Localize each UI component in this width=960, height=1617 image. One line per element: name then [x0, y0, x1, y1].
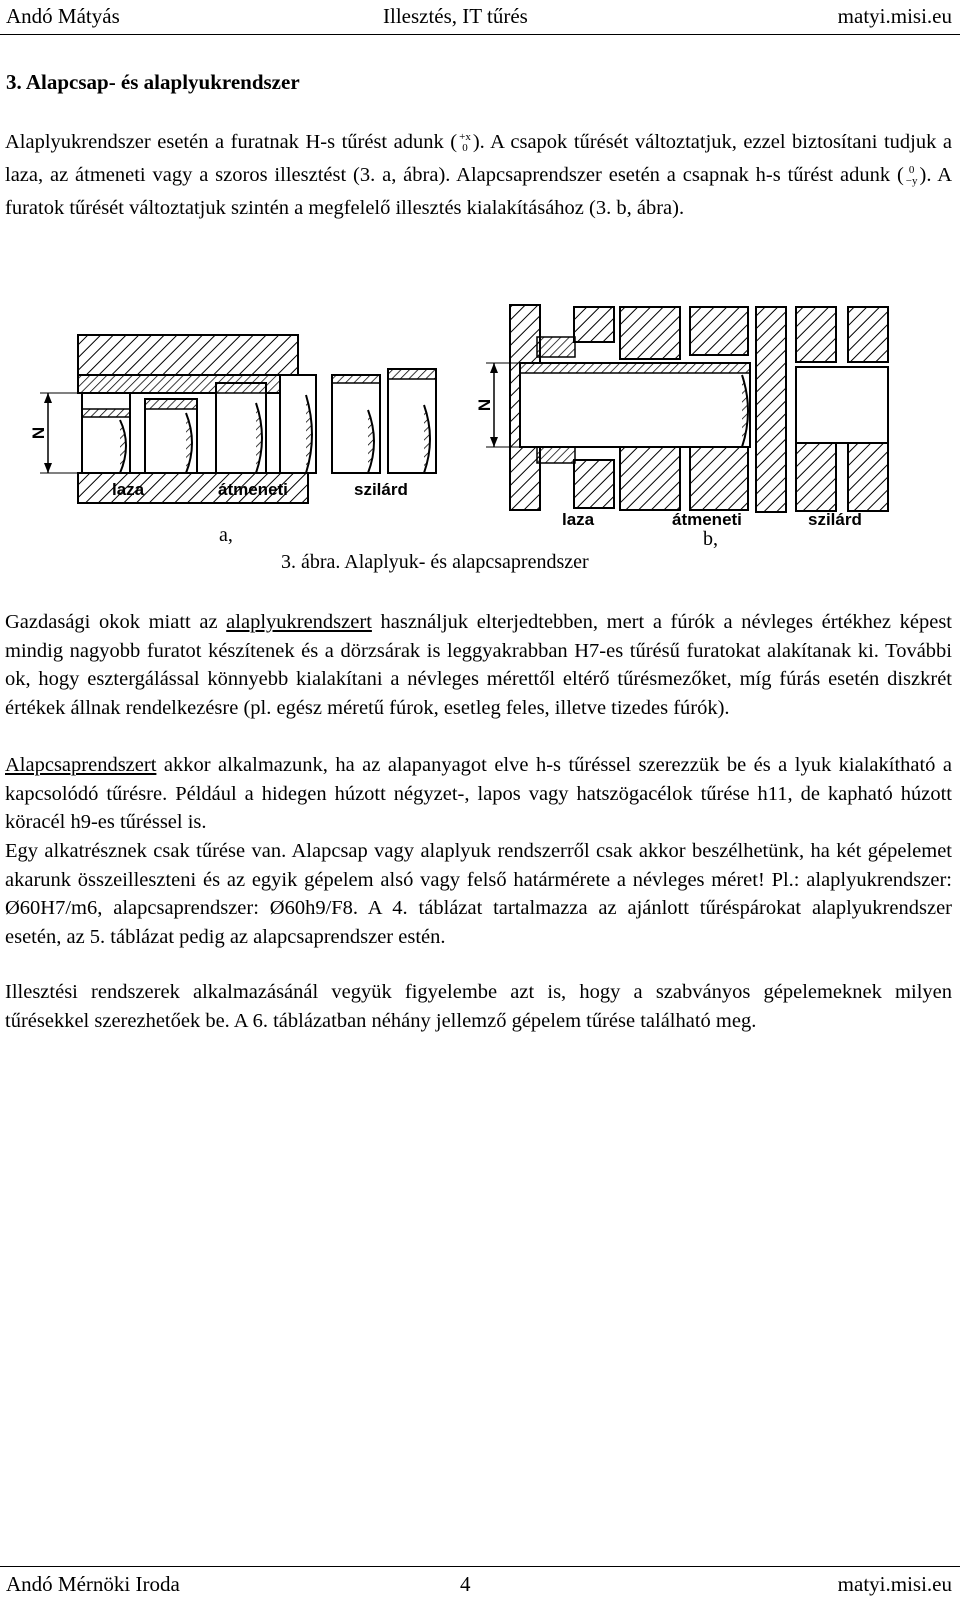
header-site: matyi.misi.eu — [837, 4, 952, 28]
p1-underlined-term: alaplyukrendszert — [226, 611, 372, 633]
label-b-atmeneti: átmeneti — [672, 510, 742, 529]
p1-text-a: Gazdasági okok miatt az — [5, 611, 227, 633]
figure-b — [475, 305, 888, 529]
frac-bottom: 0 — [462, 142, 468, 155]
dimension-n-b: N — [475, 398, 494, 412]
frac-top: 0 — [908, 164, 915, 177]
label-b-szilard: szilárd — [808, 510, 862, 529]
p2-underlined-term: Alapcsaprendszert — [5, 754, 157, 776]
hole-block-szilard-top — [796, 307, 836, 362]
figure-caption: 3. ábra. Alaplyuk- és alapcsaprendszer — [281, 551, 589, 573]
intro-paragraph — [5, 126, 952, 225]
subfigure-label-a: a, — [219, 524, 233, 546]
figure-a — [29, 335, 436, 503]
fits-figure — [0, 295, 960, 545]
footer-page-number: 4 — [460, 1572, 471, 1596]
intro-text-3: ). A furatok tűrését változtatjuk szintén a megfelelő illesztés kialakításához (3. b, ábra). — [5, 164, 953, 219]
body-paragraph-2 — [5, 751, 952, 837]
header-title: Illesztés, IT tűrés — [383, 4, 528, 28]
body-paragraph-4: Illesztési rendszerek alkalmazásánál vegyük figyelembe azt is, hogy a szabványos gépelemeknek milyen tűrésekkel szerezhetőek be. A 6. táblázatban néhány jellemző gépelem tűrése található meg. — [5, 981, 952, 1032]
dimension-n-a: N — [29, 426, 48, 440]
tolerance-fraction-h — [906, 165, 918, 187]
intro-text-1: Alaplyukrendszer esetén a furatnak H-s tűrést adunk ( — [5, 131, 458, 153]
body-paragraph-3: Egy alkatrésznek csak tűrése van. Alapcsap vagy alaplyuk rendszerről csak akkor beszélhetünk, ha két gépelemet akarunk összeilleszteni és az egyik gépelem alsó vagy felső határmérete a névleges méret! Pl.: alaplyukrendszer: Ø60H7/m6, alapcsaprendszer: Ø60h9/F8. A 4. táblázat tartalmazza az ajánlott tűréspárokat alaplyukrendszer esetén, az 5. táblázat pedig az alapcsaprendszer estén. — [5, 840, 952, 948]
label-b-laza: laza — [562, 510, 595, 529]
frac-top: +x — [459, 131, 471, 144]
footer-site: matyi.misi.eu — [837, 1572, 952, 1596]
hole-wall-top — [78, 335, 298, 375]
p1-text-b: használjuk elterjedtebben, mert a fúrók a névleges értékhez képest mindig nagyobb furatot készítenek és a dörzsárak is leggyakrabban H7-es tűrésű furatokat alakítanak ki. További ok, hogy esztergálással könnyebb kialakítani a névleges mérettől eltérő tűrésmezőket, míg fúrás esetén diszkrét értékek állnak rendelkezésre (pl. egész méretű fúrok, esetleg feles, illetve tizedes fúrók). — [5, 611, 952, 719]
header-rule — [0, 34, 960, 35]
subfigure-label-b: b, — [703, 528, 718, 550]
footer-company: Andó Mérnöki Iroda — [6, 1572, 180, 1596]
header-author: Andó Mátyás — [6, 4, 120, 28]
hole-block-atmeneti-bottom — [620, 445, 680, 510]
shaft-b — [520, 363, 750, 447]
section-title: 3. Alapcsap- és alaplyukrendszer — [6, 70, 300, 94]
tolerance-fraction-H — [459, 132, 471, 154]
hole-block-atmeneti-top — [620, 307, 680, 359]
label-a-laza: laza — [112, 480, 145, 499]
tolerance-zone-top — [78, 375, 308, 393]
p2-text-b: akkor alkalmazunk, ha az alapanyagot elve h-s tűréssel szerezzük be és a lyuk kialakítható a kapcsolódó tűrésre. Például a hidegen húzott négyzet-, lapos vagy hatszögacélok tűrése h11, de kapható húzott köracél h9-es tűréssel is. — [5, 754, 952, 834]
label-a-atmeneti: átmeneti — [218, 480, 288, 499]
intro-text-2: ). A csapok tűrését változtatjuk, ezzel biztosítani tudjuk a laza, az átmeneti vagy a szoros illesztést (3. a, ábra). Alapcsaprendszer esetén a csapnak h-s tűrést adunk ( — [5, 131, 952, 186]
body-paragraph-1 — [5, 608, 952, 722]
page-header — [0, 4, 960, 32]
footer-rule — [0, 1566, 960, 1567]
frac-bottom: −y — [905, 175, 918, 188]
hole-block-szilard-bottom — [796, 443, 836, 511]
label-a-szilard: szilárd — [354, 480, 408, 499]
